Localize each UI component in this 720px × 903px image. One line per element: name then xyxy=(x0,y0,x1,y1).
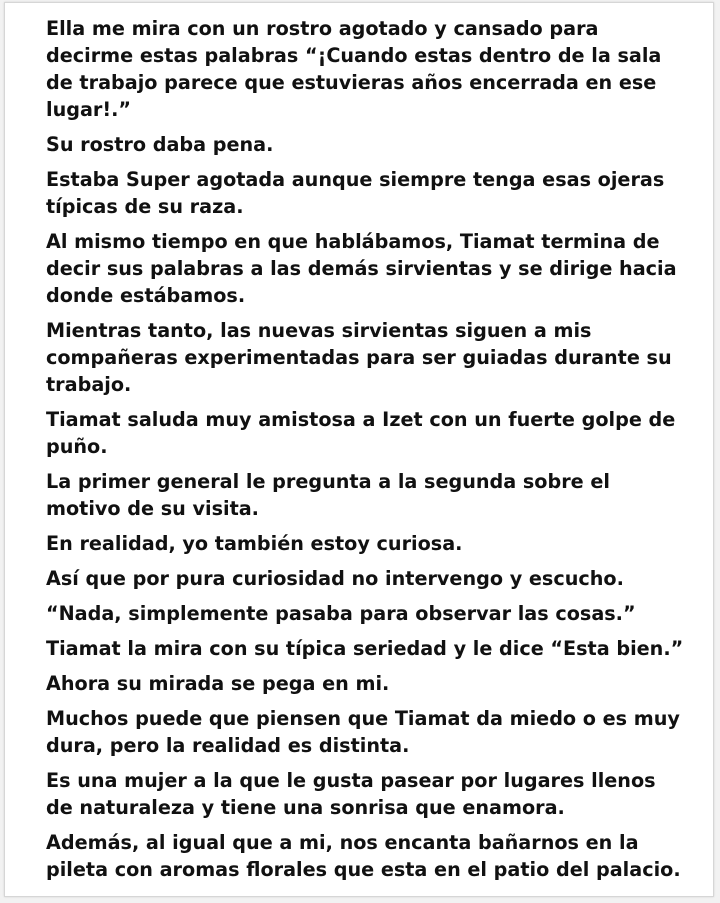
paragraph-1: Ella me mira con un rostro agotado y cansado para decirme estas palabras “¡Cuando estas dentro de la sala de trabajo parece que estuvieras años encerrada en ese lugar!.” xyxy=(46,17,662,121)
paragraph-6: Tiamat saluda muy amistosa a Izet con un fuerte golpe de puño. xyxy=(46,408,676,458)
paragraph-8: En realidad, yo también estoy curiosa. xyxy=(46,532,463,555)
paragraph-5: Mientras tanto, las nuevas sirvientas siguen a mis compañeras experimentadas para ser guiadas durante su trabajo. xyxy=(46,319,672,396)
paragraph-14: Es una mujer a la que le gusta pasear por lugares llenos de naturaleza y tiene una sonrisa que enamora. xyxy=(46,769,656,819)
paragraph-13: Muchos puede que piensen que Tiamat da miedo o es muy dura, pero la realidad es distinta. xyxy=(46,707,680,757)
paragraph-3: Estaba Super agotada aunque siempre tenga esas ojeras típicas de su raza. xyxy=(46,168,665,218)
document-page xyxy=(4,2,714,897)
paragraph-7: La primer general le pregunta a la segunda sobre el motivo de su visita. xyxy=(46,470,610,520)
paragraph-12: Ahora su mirada se pega en mi. xyxy=(46,672,390,695)
document-body xyxy=(46,15,686,891)
paragraph-2: Su rostro daba pena. xyxy=(46,133,274,156)
paragraph-9: Así que por pura curiosidad no intervengo y escucho. xyxy=(46,567,624,590)
paragraph-10: “Nada, simplemente pasaba para observar las cosas.” xyxy=(46,602,636,625)
paragraph-4: Al mismo tiempo en que hablábamos, Tiamat termina de decir sus palabras a las demás sirvientas y se dirige hacia donde estábamos. xyxy=(46,230,677,307)
paragraph-11: Tiamat la mira con su típica seriedad y le dice “Esta bien.” xyxy=(46,637,684,660)
paragraph-15: Además, al igual que a mi, nos encanta bañarnos en la pileta con aromas florales que esta en el patio del palacio. xyxy=(46,831,681,881)
